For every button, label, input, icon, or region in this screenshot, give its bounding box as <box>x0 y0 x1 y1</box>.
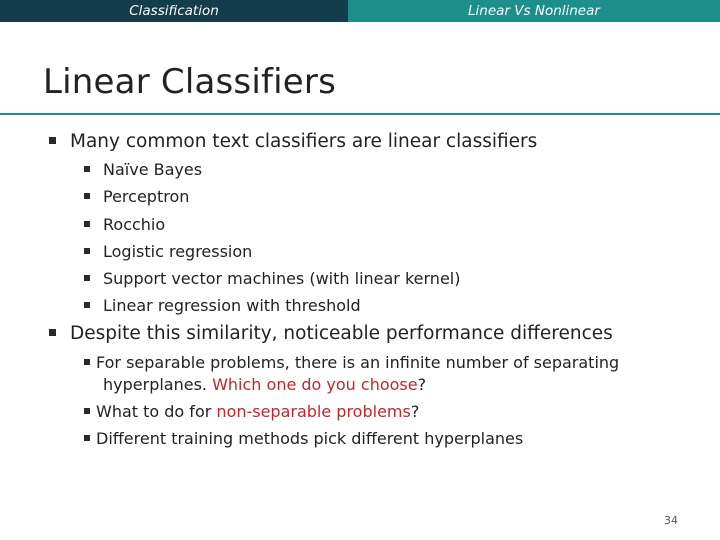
sub-bullet-text: Different training methods pick different hyperplanes <box>96 429 524 448</box>
sub-bullet-text: Support vector machines (with linear kernel) <box>103 269 461 288</box>
bullet-text: Many common text classifiers are linear classifiers <box>70 131 538 152</box>
slide-title: Linear Classifiers <box>43 62 336 102</box>
square-bullet-icon <box>49 137 56 144</box>
sub-bullet-item <box>84 296 361 315</box>
sub-bullet-text: For separable problems, there is an infinite number of separating <box>96 353 620 372</box>
square-bullet-icon <box>84 359 90 365</box>
sub-bullet-item <box>84 215 165 234</box>
square-bullet-icon <box>84 193 90 199</box>
square-bullet-icon <box>84 221 90 227</box>
square-bullet-icon <box>84 166 90 172</box>
sub-bullet-continuation <box>103 375 426 394</box>
sub-bullet-text: Linear regression with threshold <box>103 296 361 315</box>
sub-bullet-text: What to do for <box>96 402 217 421</box>
sub-bullet-item <box>84 353 619 372</box>
header-tab-linear-vs-nonlinear: Linear Vs Nonlinear <box>348 0 720 22</box>
sub-bullet-item <box>84 269 460 288</box>
highlight-text: non-separable problems <box>216 402 411 421</box>
square-bullet-icon <box>84 435 90 441</box>
sub-bullet-text: Naïve Bayes <box>103 160 203 179</box>
bullet-item <box>49 131 537 152</box>
sub-bullet-text: Logistic regression <box>103 242 253 261</box>
sub-bullet-text: Rocchio <box>103 215 166 234</box>
square-bullet-icon <box>49 329 56 336</box>
sub-bullet-text: hyperplanes. <box>103 375 213 394</box>
sub-bullet-text: Perceptron <box>103 187 190 206</box>
page-number: 34 <box>664 514 678 527</box>
sub-bullet-text: ? <box>417 375 427 394</box>
sub-bullet-item <box>84 160 202 179</box>
square-bullet-icon <box>84 248 90 254</box>
bullet-item <box>49 323 613 344</box>
sub-bullet-item <box>84 242 252 261</box>
square-bullet-icon <box>84 408 90 414</box>
sub-bullet-item <box>84 187 189 206</box>
square-bullet-icon <box>84 275 90 281</box>
square-bullet-icon <box>84 302 90 308</box>
sub-bullet-item <box>84 402 419 421</box>
header-tab-classification: Classification <box>0 0 348 22</box>
sub-bullet-text: ? <box>410 402 420 421</box>
bullet-text: Despite this similarity, noticeable performance differences <box>70 323 613 344</box>
sub-bullet-item <box>84 429 523 448</box>
highlight-text: Which one do you choose <box>212 375 418 394</box>
